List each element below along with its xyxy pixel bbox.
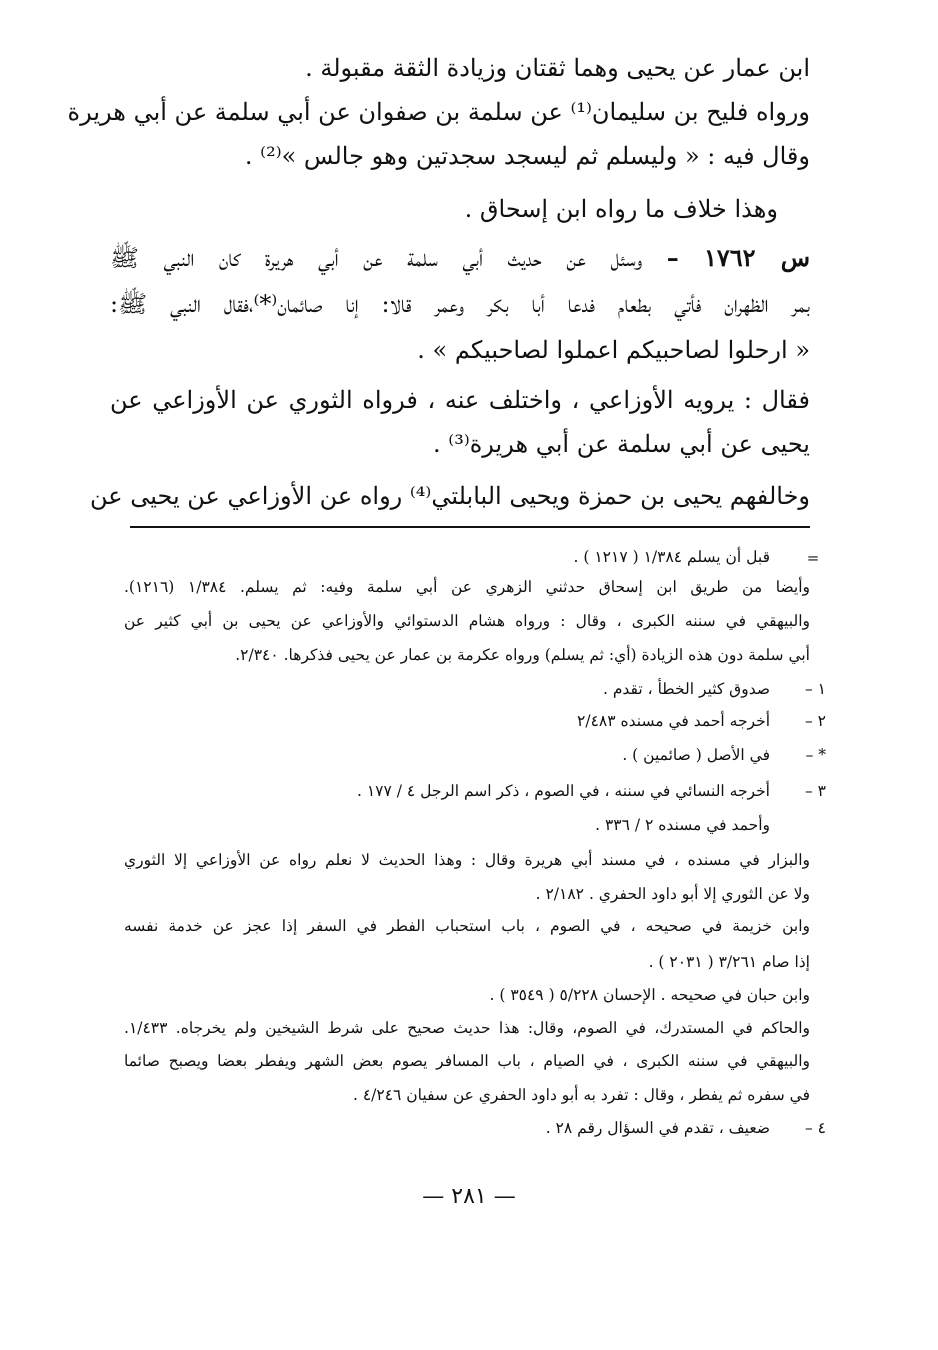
page-number: — ٢٨١ — [422,1184,516,1209]
footnote-line: والبيهقي في سننه الكبرى ، في الصيام ، باب المسافر يصوم بعض الشهر ويفطر بعضا ويصبح صائما [124,1052,810,1070]
question-line [110,242,810,274]
main-text-line: ابن عمار عن يحيى وهما ثقتان وزيادة الثقة مقبولة . [305,54,810,82]
footnote-line: أخرجه النسائي في سننه ، في الصوم ، ذكر اسم الرجل ٤ / ١٧٧ . [356,782,770,800]
footnote-line: والبيهقي في سننه الكبرى ، وقال : ورواه هشام الدستوائي والأوزاعي عن يحيى بن أبي كثير عن [124,612,810,630]
main-text-line: « ارحلوا لصاحبيكم اعملوا لصاحبيكم » . [417,336,810,364]
footnote-line: في سفره ثم يفطر ، وقال : تفرد به أبو داود الحفري عن سفيان ٤/٢٤٦ . [352,1086,810,1104]
footnote-line: وأحمد في مسنده ٢ / ٣٣٦ . [595,816,770,834]
question-text: وسئل عن حديث أبي سلمة عن أبي هريرة كان النبي ﷺ [110,244,643,272]
question-number: س ١٧٦٢ – [666,243,811,272]
footnote-line: وابن حبان في صحيحه . الإحسان ٥/٢٢٨ ( ٣٥٤٩ ) . [489,986,810,1004]
main-text-line: فقال : يرويه الأوزاعي ، واختلف عنه ، فرواه الثوري عن الأوزاعي عن [110,386,810,414]
continuation-marker: = [806,549,820,567]
main-text-line: ورواه فليح بن سليمان⁽¹⁾ عن سلمة بن صفوان عن أبي سلمة عن أبي هريرة [67,98,810,126]
main-text-line: يحيى عن أبي سلمة عن أبي هريرة⁽³⁾ . [433,430,810,458]
main-text-line: بمر الظهران فأتي بطعام فدعا أبا بكر وعمر قالا: إنا صائمان⁽*⁾،فقال النبي ﷺ: [110,290,810,318]
footnote-line: صدوق كثير الخطأ ، تقدم . [602,680,770,698]
main-text-line: وقال فيه : « وليسلم ثم ليسجد سجدتين وهو جالس »⁽²⁾ . [244,142,810,170]
footnote-number: * – [805,746,826,764]
footnote-line: وأيضا من طريق ابن إسحاق حدثني الزهري عن أبي سلمة وفيه: ثم يسلم. ١/٣٨٤ (١٢١٦). [124,578,810,596]
footnote-number: ٤ – [804,1119,826,1137]
footnote-line: إذا صام ٣/٢٦١ ( ٢٠٣١ ) . [648,953,810,971]
footnote-line: قبل أن يسلم ١/٣٨٤ ( ١٢١٧ ) . [573,548,770,566]
footnote-number: ٢ – [804,712,826,730]
footnote-line: والحاكم في المستدرك، في الصوم، وقال: هذا حديث صحيح على شرط الشيخين ولم يخرجاه. ١/٤٣٣. [124,1019,810,1037]
footnote-line: في الأصل ( صائمين ) . [622,746,770,764]
footnote-line: أخرجه أحمد في مسنده ٢/٤٨٣ [577,712,770,730]
main-text-line: وخالفهم يحيى بن حمزة ويحيى البابلتي⁽⁴⁾ رواه عن الأوزاعي عن يحيى عن [89,482,810,510]
footnote-number: ٣ – [804,782,826,800]
main-text-line: وهذا خلاف ما رواه ابن إسحاق . [464,195,778,223]
footnote-line: ضعيف ، تقدم في السؤال رقم ٢٨ . [545,1119,770,1137]
footnote-line: والبزار في مسنده ، في مسند أبي هريرة وقال : وهذا الحديث لا نعلم رواه عن الأوزاعي إلا الثوري [124,851,810,869]
footnote-separator [130,526,810,528]
footnote-number: ١ – [804,680,826,698]
footnote-line: وابن خزيمة في صحيحه ، في الصوم ، باب استحباب الفطر في السفر إذا عجز عن خدمة نفسه [124,917,810,935]
footnote-line: ولا عن الثوري إلا أبو داود الحفري . ٢/١٨٢ . [535,885,810,903]
footnote-line: أبي سلمة دون هذه الزيادة (أي: ثم يسلم) ورواه عكرمة بن عمار عن يحيى فذكرها. ٢/٣٤٠. [235,646,810,664]
